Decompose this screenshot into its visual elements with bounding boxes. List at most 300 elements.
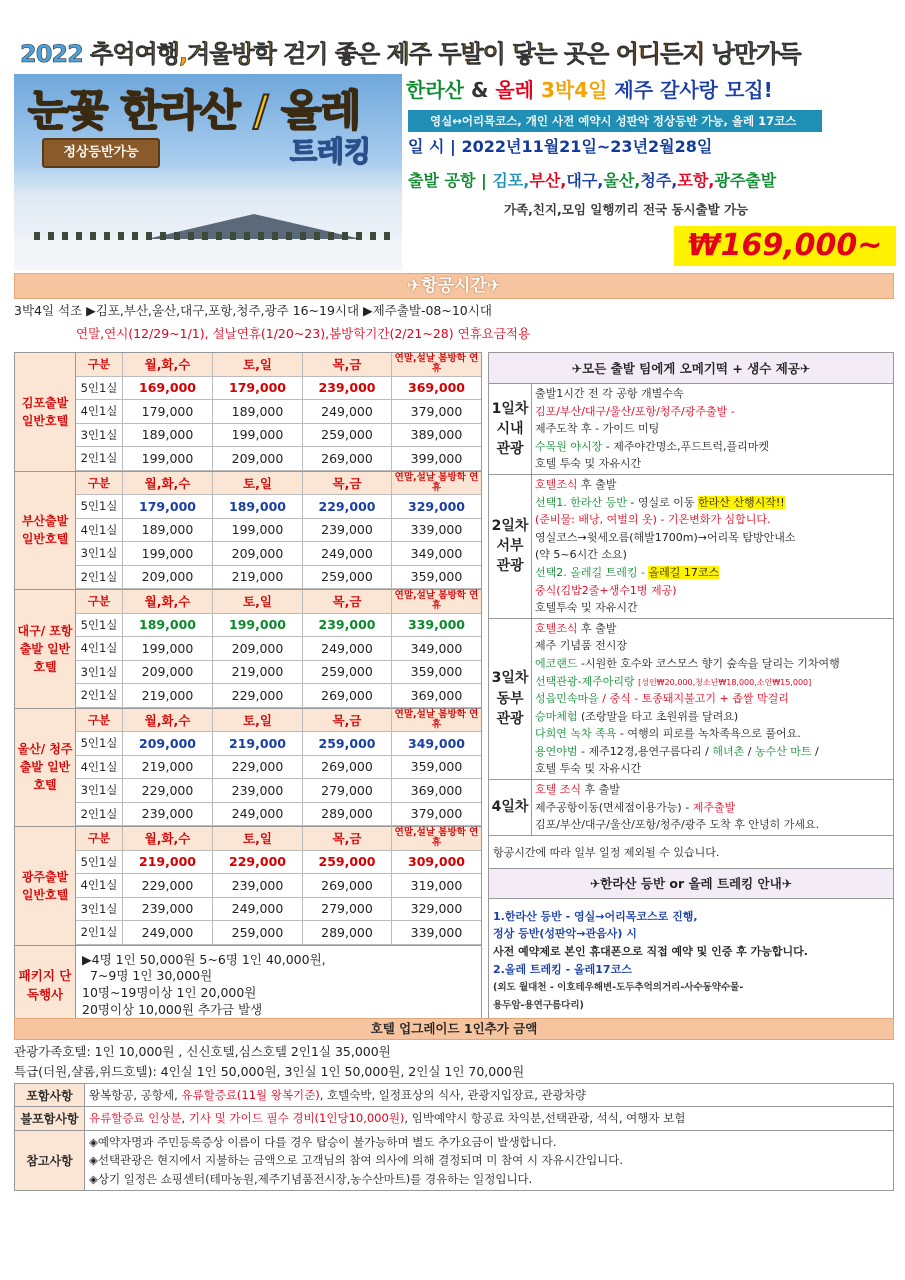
price-cell: 4인1실 (76, 756, 123, 779)
itinerary-title: ✈모든 출발 팀에게 오메기떡 + 생수 제공✈ (489, 353, 893, 384)
text-run: 1.한라산 등반 - 영실→어리목코스로 진행, (493, 909, 698, 923)
price-cell: 5인1실 (76, 614, 123, 637)
price-header-cell: 연말,설날 봄방학 연휴 (392, 590, 481, 613)
hero-title: 눈꽃 한라산 / 올레 (28, 86, 361, 135)
day-label: 3일차 동부 관광 (489, 619, 532, 779)
day-line (535, 582, 890, 600)
price-cell: 179,000 (123, 400, 213, 423)
day-body (532, 475, 893, 618)
guide-line (493, 925, 889, 943)
headline-word: 모집! (724, 78, 773, 102)
text-run: 제주공항이동(면세점이용가능) - (535, 800, 693, 814)
price-header-cell: 연말,설날 봄방학 연휴 (392, 353, 481, 376)
text-run: 호텔투숙 및 자유시간 (535, 601, 638, 615)
price-cell: 199,000 (123, 542, 213, 565)
price-cell: 169,000 (123, 377, 213, 400)
day-line (535, 564, 890, 582)
itinerary-note: 항공시간에 따라 일부 일정 제외될 수 있습니다. (489, 836, 893, 869)
price-header-cell: 토,일 (213, 709, 303, 732)
text-run: 후 출발 (577, 477, 617, 491)
price-cell: 359,000 (410, 759, 463, 775)
price-cell: 349,000 (408, 735, 465, 751)
headline-word: 출발 공항 | (408, 171, 493, 190)
price-cell: 329,000 (410, 901, 463, 917)
day-line (535, 438, 890, 456)
day-line (535, 690, 890, 708)
text-run: 호텔 조식 (535, 783, 582, 797)
text-run: 영실코스→윗세오름(해발1700m)→어리목 탐방안내소 (535, 530, 796, 544)
guide-title: ✈한라산 등반 or 올레 트레킹 안내✈ (489, 869, 893, 899)
price-header-cell: 연말,설날 봄방학 연휴 (392, 472, 481, 495)
price-cell: 249,000 (303, 542, 392, 565)
text-run: 선택1. 한라산 등반 (535, 495, 627, 509)
price-cell: 5인1실 (76, 377, 123, 400)
price-cell: 239,000 (213, 779, 303, 802)
price-cell: 249,000 (213, 803, 303, 826)
price-group (14, 708, 482, 827)
price-cell: 239,000 (123, 803, 213, 826)
price-header-cell: 구분 (76, 709, 123, 732)
price-cell: 2인1실 (76, 921, 123, 944)
price-cell: 219,000 (123, 684, 213, 707)
price-cell: 2인1실 (76, 566, 123, 589)
package-line: 10명~19명이상 1인 20,000원 (82, 985, 257, 1001)
info-table (14, 1083, 894, 1191)
headline-word: 대구, (566, 171, 604, 190)
text-run: 제주 기념품 전시장 (535, 639, 628, 653)
price-cell: 259,000 (303, 661, 392, 684)
text-run: 호텔조식 (535, 621, 578, 635)
price-cell: 239,000 (303, 377, 392, 400)
price-row (76, 779, 481, 803)
price-row (76, 495, 481, 519)
price-cell: 189,000 (213, 400, 303, 423)
info-body (85, 1084, 893, 1106)
info-body (85, 1107, 893, 1129)
day-line (535, 385, 890, 403)
text-run: 유류할증료 인상분 (89, 1111, 182, 1126)
info-row (15, 1107, 893, 1130)
guide-line (493, 961, 889, 979)
price-cell: 5인1실 (76, 732, 123, 755)
text-run: / 중식 - 토종돼지불고기 + 좁쌀 막걸리 (598, 692, 789, 706)
text-run: , 임박예약시 항공료 차익분,선택관광, 석식, 여행자 보험 (404, 1111, 686, 1126)
price-cell: 189,000 (123, 614, 213, 637)
price-header-cell: 연말,설날 봄방학 연휴 (392, 827, 481, 850)
hero-image (14, 74, 402, 270)
price-header-cell: 토,일 (213, 353, 303, 376)
price-cell: 249,000 (213, 898, 303, 921)
hero-sign: 정상등반가능 (42, 138, 160, 168)
text-run: 후 출발 (577, 621, 617, 635)
price-header-cell: 토,일 (213, 472, 303, 495)
price-cell: 209,000 (123, 732, 213, 755)
price-cell: 379,000 (410, 806, 463, 822)
info-row (15, 1084, 893, 1107)
price-group (14, 826, 482, 945)
price-cell: 209,000 (213, 637, 303, 660)
day-line (535, 529, 890, 547)
text-run: 김포/부산/대구/울산/포항/청주/광주 도착 후 안녕히 가세요. (535, 818, 820, 832)
headline-word: 2022 (20, 40, 91, 68)
flight-time-title: ✈항공시간✈ (14, 273, 894, 299)
itinerary-day (489, 780, 893, 836)
day-body (532, 619, 893, 779)
price-cell: 269,000 (303, 756, 392, 779)
price-header-cell: 구분 (76, 827, 123, 850)
guide-line (493, 943, 889, 961)
text-run: 농수산 마트 (754, 744, 812, 758)
text-run: 해녀촌 (712, 744, 745, 758)
price-cell: 229,000 (213, 851, 303, 874)
price-cell: 2인1실 (76, 803, 123, 826)
price-row (76, 684, 481, 708)
day-line (535, 476, 890, 494)
text-run: [성인₩20,000,청소년₩18,000,소인₩15,000] (638, 677, 812, 687)
headline-word: 걷기 (283, 40, 335, 68)
text-run: 제주도착 후 - 가이드 미팅 (535, 422, 660, 436)
price-table (76, 709, 481, 827)
text-run: 유류할증료(11월 왕복기준) (181, 1088, 320, 1102)
text-run: 용연야범 (535, 744, 578, 758)
headline-word: 김포, (492, 171, 530, 190)
day-line (535, 546, 890, 564)
price-cell: 3인1실 (76, 424, 123, 447)
price-cell: 259,000 (213, 921, 303, 944)
headline-word: 포항, (677, 171, 715, 190)
price-cell: 259,000 (303, 424, 392, 447)
headline-word: 울산, (603, 171, 641, 190)
text-run: (외도 월대천 - 이호테우해변-도두추억의거리-사수동약수물- (493, 982, 744, 994)
price-cell: 209,000 (123, 661, 213, 684)
package-row (14, 945, 482, 1027)
day-line (535, 599, 890, 617)
price-cell: 279,000 (303, 898, 392, 921)
price-groups (14, 352, 482, 945)
price-cell: 229,000 (213, 756, 303, 779)
header (14, 30, 894, 270)
price-header-cell: 목,금 (303, 472, 392, 495)
snow-field (14, 239, 402, 270)
price-header-cell: 토,일 (213, 827, 303, 850)
headline-word: 올레 (495, 78, 541, 102)
price-cell: 359,000 (410, 664, 463, 680)
price-header-cell: 월,화,수 (123, 590, 213, 613)
price-table (76, 590, 481, 708)
price-cell: 269,000 (303, 874, 392, 897)
headline-word: 부산, (529, 171, 567, 190)
headline-word: 추억여행, (90, 40, 188, 68)
price-cell: 199,000 (213, 519, 303, 542)
price-cell: 239,000 (303, 519, 392, 542)
price-cell: 219,000 (123, 851, 213, 874)
price-cell: 5인1실 (76, 851, 123, 874)
headline-word: 곳은 (563, 40, 616, 68)
price-cell: 229,000 (123, 874, 213, 897)
price-cell: 269,000 (303, 447, 392, 470)
day-line (535, 494, 890, 512)
day-line (535, 743, 890, 761)
day-body (532, 384, 893, 474)
info-line (89, 1170, 889, 1188)
price-row (76, 424, 481, 448)
package-line: ▶4명 1인 50,000원 5~6명 1인 40,000원, (82, 951, 326, 967)
itinerary-day (489, 384, 893, 475)
price-header-cell: 월,화,수 (123, 827, 213, 850)
price-cell: 309,000 (408, 854, 465, 870)
price-cell: 289,000 (303, 921, 392, 944)
text-run: 호텔조식 (535, 477, 578, 491)
itinerary-day (489, 475, 893, 619)
price-cell: 219,000 (123, 756, 213, 779)
price-row (76, 851, 481, 875)
price-cell: 369,000 (408, 380, 465, 396)
text-run: 제주출발 (692, 800, 736, 814)
price-row (76, 542, 481, 566)
itinerary-days (489, 384, 893, 836)
price-cell: 189,000 (123, 424, 213, 447)
sub-headline (406, 74, 773, 103)
price-cell: 339,000 (410, 522, 463, 538)
headline-word: 광주출발 (714, 171, 777, 190)
price-cell: 369,000 (410, 782, 463, 798)
price-cell: 339,000 (408, 617, 465, 633)
hotel-upgrade-line: 관광가족호텔: 1인 10,000원 , 신신호텔,심스호텔 2인1실 35,000원 (14, 1044, 391, 1059)
day-line (535, 725, 890, 743)
price-row (76, 637, 481, 661)
day-line (535, 655, 890, 673)
price-cell: 4인1실 (76, 874, 123, 897)
price-cell: 199,000 (213, 614, 303, 637)
package-text (76, 946, 332, 1026)
price-badge: ₩169,000~ (674, 226, 896, 266)
flight-time-line: 3박4일 석조 ▶김포,부산,울산,대구,포항,청주,광주 16~19시대 ▶제주출발-08~10시대 (14, 303, 492, 318)
day-line (535, 673, 890, 691)
price-table (76, 472, 481, 590)
price-cell: 379,000 (410, 403, 463, 419)
price-header-cell: 구분 (76, 472, 123, 495)
price-header-row (76, 353, 481, 377)
price-cell: 259,000 (303, 732, 392, 755)
price-cell: 199,000 (123, 637, 213, 660)
hero-subtitle: 트레킹 (290, 135, 372, 168)
price-cell: 359,000 (410, 569, 463, 585)
price-cell: 2인1실 (76, 447, 123, 470)
info-body (85, 1131, 893, 1190)
price-header-cell: 목,금 (303, 590, 392, 613)
holiday-surcharge-note: 연말,연시(12/29~1/1), 설날연휴(1/20~23),봄방학기간(2/21~28) 연휴요금적용 (76, 326, 531, 341)
price-row (76, 803, 481, 827)
price-row (76, 732, 481, 756)
text-run: 기사 및 가이드 필수 경비(1인당10,000원) (188, 1111, 405, 1126)
price-cell: 5인1실 (76, 495, 123, 518)
text-run: 수목원 야시장 (535, 439, 603, 453)
headline (20, 34, 801, 69)
text-run: (조랑말을 타고 초원위를 달려요) (577, 709, 739, 723)
text-run: 선택관광-제주아리랑 (535, 674, 639, 688)
day-label: 1일차 시내 관광 (489, 384, 532, 474)
text-run: (준비물: 배낭, 여벌의 옷) - 기온변화가 심합니다. (535, 513, 771, 527)
text-run: 후 출발 (581, 783, 620, 797)
price-header-cell: 목,금 (303, 709, 392, 732)
day-line (535, 816, 890, 834)
hotel-upgrade-line: 특급(더원,샬롬,위드호텔): 4인실 1인 50,000원, 3인실 1인 50,000원, 2인실 1인 70,000원 (14, 1064, 525, 1079)
price-cell: 269,000 (303, 684, 392, 707)
price-cell: 4인1실 (76, 400, 123, 423)
price-cell: 209,000 (123, 566, 213, 589)
price-row (76, 447, 481, 471)
price-cell: 4인1실 (76, 519, 123, 542)
info-label: 포함사항 (15, 1084, 85, 1106)
headline-word: 청주, (640, 171, 678, 190)
price-header-cell: 구분 (76, 590, 123, 613)
price-cell: 259,000 (303, 851, 392, 874)
text-run: , (181, 1111, 189, 1126)
price-cell: 219,000 (213, 661, 303, 684)
text-run: , 호텔숙박, 일정표상의 식사, 관광지입장료, 관광차량 (319, 1088, 586, 1102)
price-header-cell: 연말,설날 봄방학 연휴 (392, 709, 481, 732)
text-run: 출발1시간 전 각 공항 개별수속 (535, 387, 684, 400)
headline-word: 겨울방학 (187, 40, 284, 68)
headline-word: 닿는 (512, 40, 564, 68)
price-group (14, 352, 482, 471)
info-line (89, 1109, 889, 1127)
price-header-row (76, 472, 481, 496)
text-run: 호텔 투숙 및 자유시간 (535, 762, 642, 776)
info-label: 불포함사항 (15, 1107, 85, 1129)
text-run: 한라산 산행시작!! (697, 495, 785, 509)
price-cell: 229,000 (303, 495, 392, 518)
package-label: 패키지 단독행사 (15, 946, 76, 1026)
text-run: - 영실로 이동 (626, 495, 698, 509)
price-group (14, 589, 482, 708)
text-run: / (811, 744, 819, 758)
course-note-bar: 영실↔어리목코스, 개인 사전 예약시 성판악 정상등반 가능, 올레 17코스 (408, 110, 822, 132)
text-run: 선택2. 올레길 트레킹 - (535, 565, 649, 579)
text-run: 중식(김밥2줄+생수1병 제공) (535, 583, 677, 597)
price-row (76, 519, 481, 543)
price-cell: 209,000 (213, 542, 303, 565)
price-row (76, 921, 481, 945)
price-header-cell: 월,화,수 (123, 353, 213, 376)
price-group-label: 울산/ 청주출발 일반호텔 (15, 709, 76, 827)
price-row (76, 400, 481, 424)
day-line (535, 455, 890, 473)
price-group (14, 471, 482, 590)
guide-line (493, 908, 889, 926)
price-cell: 3인1실 (76, 542, 123, 565)
package-line: 20명이상 10,000원 추가금 발생 (82, 1002, 263, 1018)
price-row (76, 874, 481, 898)
info-line (89, 1086, 889, 1104)
day-line (535, 637, 890, 655)
day-label: 4일차 (489, 780, 532, 835)
price-cell: 349,000 (410, 545, 463, 561)
price-row (76, 661, 481, 685)
price-group-label: 대구/ 포항출발 일반호텔 (15, 590, 76, 708)
text-run: ◈예약자명과 주민등록증상 이름이 다를 경우 탑승이 불가능하며 별도 추가요금이 발생합니다. (89, 1134, 557, 1149)
info-line (89, 1133, 889, 1151)
price-cell: 2인1실 (76, 684, 123, 707)
text-run: 다희연 녹차 족욕 (535, 727, 617, 741)
price-cell: 229,000 (213, 684, 303, 707)
text-run: ◈선택관광은 현지에서 지불하는 금액으로 고객님의 참여 의사에 의해 결정되며 미 참여 시 자유시간입니다. (89, 1153, 624, 1168)
departure-airports (408, 168, 776, 191)
day-line (535, 708, 890, 726)
price-cell: 279,000 (303, 779, 392, 802)
price-header-row (76, 709, 481, 733)
price-row (76, 898, 481, 922)
headline-word: 한라산 (406, 78, 471, 102)
price-group-label: 부산출발 일반호텔 (15, 472, 76, 590)
price-cell: 189,000 (123, 519, 213, 542)
price-cell: 239,000 (303, 614, 392, 637)
price-cell: 179,000 (123, 495, 213, 518)
info-line (89, 1151, 889, 1169)
text-run: 호텔 투숙 및 자유시간 (535, 457, 642, 471)
day-line (535, 799, 890, 817)
guide-line (493, 978, 889, 996)
headline-word: 낭만가득 (711, 40, 801, 68)
headline-word: 좋은 (334, 40, 387, 68)
price-cell: 219,000 (213, 566, 303, 589)
price-row (76, 756, 481, 780)
headline-word: 제주 (614, 78, 660, 102)
price-cell: 249,000 (303, 400, 392, 423)
headline-word: 두발이 (438, 40, 513, 68)
price-row (76, 377, 481, 401)
guide-body (489, 899, 893, 1020)
day-line (535, 511, 890, 529)
text-run: 사전 예약제로 본인 휴대폰으로 직접 예약 및 인증 후 가능합니다. (493, 945, 808, 959)
info-row (15, 1131, 893, 1190)
price-header-row (76, 590, 481, 614)
text-run: 에코랜드 (535, 656, 578, 670)
headline-word: 어디든지 (615, 40, 712, 68)
text-run: / (744, 744, 755, 758)
day-body (532, 780, 893, 835)
price-table (76, 827, 481, 945)
price-cell: 199,000 (123, 447, 213, 470)
price-cell: 249,000 (123, 921, 213, 944)
itinerary (488, 352, 894, 1020)
text-run: 승마체험 (535, 709, 578, 723)
price-table (76, 353, 481, 471)
price-cell: 259,000 (303, 566, 392, 589)
price-cell: 399,000 (410, 450, 463, 466)
text-run: 정상 등반(성판악→관음사) 시 (493, 927, 637, 941)
day-line (535, 760, 890, 778)
tour-dates: 일 시 | 2022년11월21일~23년2월28일 (408, 137, 713, 156)
price-cell: 339,000 (410, 924, 463, 940)
price-cell: 239,000 (123, 898, 213, 921)
price-group-label: 김포출발 일반호텔 (15, 353, 76, 471)
price-cell: 219,000 (213, 732, 303, 755)
package-line: 7~9명 1인 30,000원 (82, 968, 213, 984)
day-line (535, 781, 890, 799)
price-cell: 4인1실 (76, 637, 123, 660)
text-run: 용두암-용연구름다리) (493, 999, 584, 1011)
text-run: 성읍민속마을 (535, 692, 599, 706)
text-run: 올레길 17코스 (648, 565, 720, 579)
price-cell: 239,000 (213, 874, 303, 897)
text-run: 2.올레 트레킹 - 올레17코스 (493, 962, 632, 976)
text-run: 김포/부산/대구/울산/포항/청주/광주출발 - (535, 404, 735, 418)
headline-word: & (470, 78, 496, 102)
price-cell: 179,000 (213, 377, 303, 400)
price-cell: 3인1실 (76, 779, 123, 802)
price-tables (14, 352, 482, 1027)
